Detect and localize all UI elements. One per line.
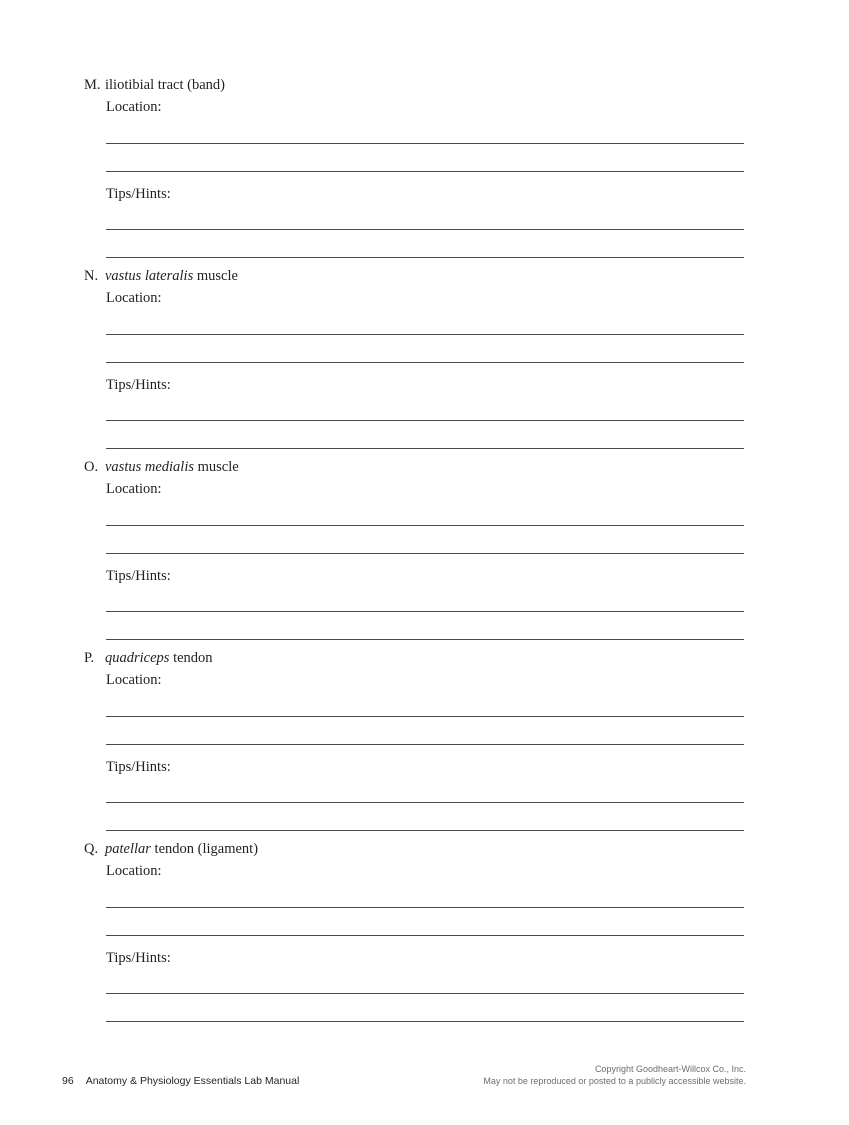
tips-answer-line-2[interactable]	[106, 639, 744, 640]
item-heading	[84, 76, 225, 94]
item-letter: P.	[84, 650, 95, 666]
item-term: muscle	[194, 459, 239, 475]
item-letter: O.	[84, 459, 99, 475]
location-label: Location:	[106, 672, 162, 688]
location-answer-line-2[interactable]	[106, 171, 744, 172]
item-term-italic: patellar	[105, 841, 151, 857]
book-title: Anatomy & Physiology Essentials Lab Manual	[85, 1075, 300, 1087]
tips-answer-line-2[interactable]	[106, 830, 744, 831]
item-term-italic: vastus lateralis	[105, 268, 194, 284]
location-label: Location:	[106, 99, 162, 115]
item-heading	[84, 649, 213, 667]
item-heading	[84, 840, 258, 858]
location-answer-line-1[interactable]	[106, 907, 744, 908]
item-heading	[84, 267, 238, 285]
item-term: iliotibial tract (band)	[105, 77, 225, 93]
tips-answer-line-2[interactable]	[106, 448, 744, 449]
item-letter: N.	[84, 268, 99, 284]
item-letter: Q.	[84, 841, 99, 857]
item-term: tendon	[169, 650, 213, 666]
location-label: Location:	[106, 290, 162, 306]
tips-answer-line-1[interactable]	[106, 993, 744, 994]
item-letter: M.	[84, 77, 101, 93]
copyright-notice	[483, 1063, 746, 1087]
location-label: Location:	[106, 481, 162, 497]
page-number: 96	[62, 1075, 74, 1087]
tips-label: Tips/Hints:	[106, 377, 171, 393]
tips-answer-line-1[interactable]	[106, 229, 744, 230]
location-answer-line-2[interactable]	[106, 362, 744, 363]
tips-label: Tips/Hints:	[106, 568, 171, 584]
location-answer-line-2[interactable]	[106, 553, 744, 554]
copyright-line-2: May not be reproduced or posted to a publicly accessible website.	[483, 1076, 746, 1086]
location-label: Location:	[106, 863, 162, 879]
item-heading	[84, 458, 239, 476]
page-footer-left	[62, 1075, 299, 1087]
tips-answer-line-2[interactable]	[106, 257, 744, 258]
tips-label: Tips/Hints:	[106, 759, 171, 775]
location-answer-line-1[interactable]	[106, 143, 744, 144]
item-term: tendon (ligament)	[150, 841, 259, 857]
location-answer-line-1[interactable]	[106, 334, 744, 335]
item-term-italic: quadriceps	[105, 650, 170, 666]
copyright-line-1: Copyright Goodheart-Willcox Co., Inc.	[594, 1064, 746, 1074]
location-answer-line-1[interactable]	[106, 525, 744, 526]
location-answer-line-1[interactable]	[106, 716, 744, 717]
tips-answer-line-1[interactable]	[106, 611, 744, 612]
tips-label: Tips/Hints:	[106, 186, 171, 202]
item-term: muscle	[193, 268, 238, 284]
location-answer-line-2[interactable]	[106, 744, 744, 745]
tips-label: Tips/Hints:	[106, 950, 171, 966]
tips-answer-line-1[interactable]	[106, 420, 744, 421]
tips-answer-line-2[interactable]	[106, 1021, 744, 1022]
tips-answer-line-1[interactable]	[106, 802, 744, 803]
location-answer-line-2[interactable]	[106, 935, 744, 936]
item-term-italic: vastus medialis	[105, 459, 195, 475]
